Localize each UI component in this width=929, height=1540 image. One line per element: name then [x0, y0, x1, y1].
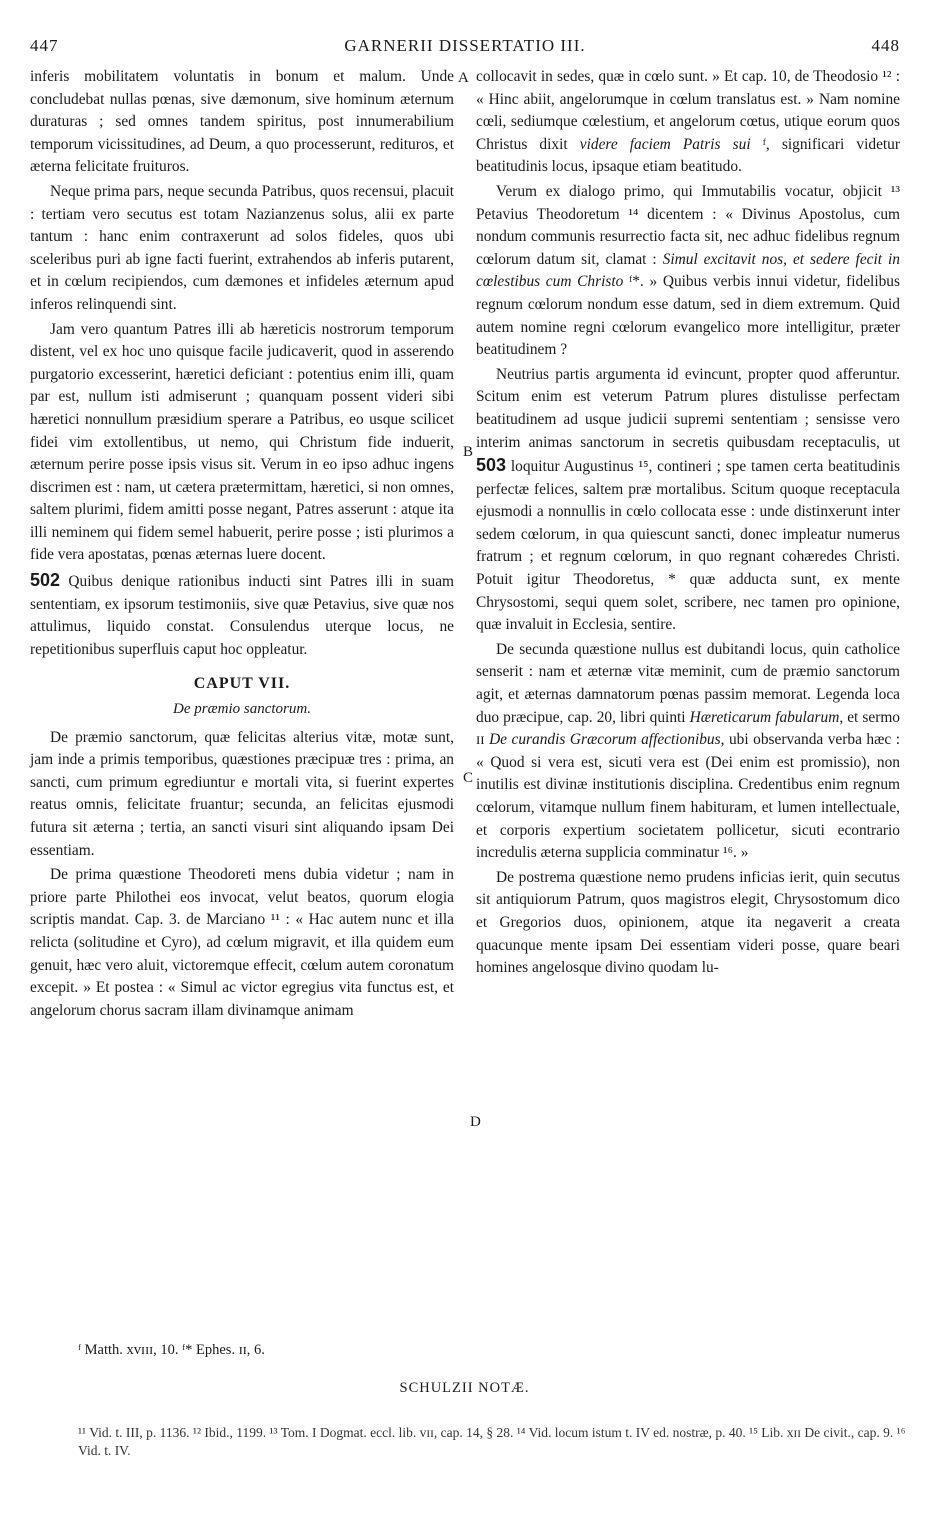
paragraph-text: collocavit in sedes, quæ in cœlo sunt. » Et cap. 10, de Theodosio ¹² : « Hinc abiit, angelorumque in cœlum translatus est. » Nam nomine cœli, sediumque cœlestium, et angelorum cœtus, utique eorum quos Christus dixit	[476, 68, 900, 153]
margin-letter-c: C	[463, 770, 474, 786]
paragraph: inferis mobilitatem voluntatis in bonum et malum. Unde concludebat nullas pœnas, sive dæmonum, sive hominum æternum duraturas ; sed omnes tandem spiritus, post innumerabilium temporum vicissitudines, ad Deum, a quo processerunt, redituros, et æterna felicitate fruituros.	[30, 68, 454, 176]
paragraph: De postrema quæstione nemo prudens inficias ierit, quin secutus sit antiquiorum Patrum, quos magistros elegit, Chrysostomum dico et Gregorios duos, opinionem, atque ita negaverit a creata quacunque mente ipsam Dei essentiam videri posse, quare beari homines angelosque divino quodam lu-	[476, 868, 900, 977]
paragraph	[476, 639, 900, 865]
paragraph-text: ᶠ, significari videtur beatitudinis locus, ipsaque etiam beatitudo.	[476, 135, 900, 176]
footnote-references: ᶠ Matth. xvɪɪɪ, 10. ᶠ* Ephes. ɪɪ, 6.	[78, 1342, 265, 1358]
right-column	[476, 66, 900, 980]
paragraph: Jam vero quantum Patres illi ab hæreticis nostrorum temporum distent, vel ex hoc uno quisque facile judicaverit, quod in asserendo purgatorio excesserint, hæretici deficiant : potentius enim illi, quam par est, nullum isti admiserunt ; quanquam possent videri sibi hæretici nonnullum præsidium sperare a Patribus, eo usque scilicet fidei vim extollentibus, ut nemo, qui Christum fide induerit, æternum perire posse ipsis visus sit. Verum in eo ipso adhuc ingens discrimen est : nam, ut cætera prætermittam, hæretici, si non omnes, saltem plurimi, fidem amitti posse negant, Patres asserunt : atque ita illi neminem qui fidem semel habuerit, perire posse ; isti plurimos a fide vera apostatas, pœnas æternas luere docent.	[30, 320, 454, 564]
paragraph-text: , ubi observanda verba hæc : « Quod si vera est, sicuti vera est (Dei enim est promissio), non inutilis est divinæ institutionis disciplina. Credentibus enim regnum cœlorum, vitamque nullum finem habituram, et lumen intellectuale, et corporis expertium societatem pollicetur, sicuti econtrario incredulis æterna supplicia comminatur ¹⁶. »	[476, 731, 900, 862]
paragraph-text: De secunda quæstione nullus est dubitandi locus, quin catholice senserit : nam et æternæ vitæ meminit, cum de præmio sanctorum agit, et æternas damnatorum pœnas passim memorat. Legenda loca duo præcipue, cap. 20, libri quinti	[476, 640, 900, 726]
paragraph-text: , et sermo ɪɪ	[476, 708, 900, 749]
column-marker: 503	[476, 455, 507, 476]
paragraph-text: Neutrius partis argumenta id evincunt, propter quod afferuntur. Scitum enim est veterum Patrum plures distulisse perfectam beatitudinem ad usque judicii supremi sententiam ; sensisse vero interim animas sanctorum in secretis quibusdam receptaculis, ut	[476, 365, 900, 451]
italic-text: De curandis Græcorum affectionibus	[489, 731, 721, 749]
page-number-left: 447	[30, 36, 59, 55]
paragraph: De præmio sanctorum, quæ felicitas alterius vitæ, motæ sunt, jam inde a primis temporibus, quæstiones præcipuæ tres : prima, an sancti, cum primum egrediuntur e mortali vita, si fuerint expertes reatus omnis, felicitate fruantur; secunda, an felicitas ejusmodi futura sit æterna ; tertia, an sancti visuri sint aliquando ipsam Dei essentiam.	[30, 728, 454, 859]
notes-title: SCHULZII NOTÆ.	[399, 1380, 530, 1396]
margin-letter-b: B	[463, 444, 474, 460]
chapter-subheading: De præmio sanctorum.	[173, 701, 311, 718]
paragraph-text: Quibus denique rationibus inducti sint Patres illi in suam sententiam, ex ipsorum testimoniis, sive quæ Petavius, sive quæ nos attulimus, liquido constat. Consulendus uterque locus, ne repetitionibus superfluis caput hoc oppleatur.	[30, 573, 454, 658]
paragraph-text: ᶠ*. » Quibus verbis innui videtur, fidelibus regnum cœlorum nondum esse datum, sed in diem extremum. Quid autem nomine regni cœlorum evangelico more intelligitur, præter beatitudinem ?	[476, 273, 900, 359]
paragraph	[476, 181, 900, 362]
paragraph-text: Verum ex dialogo primo, qui Immutabilis vocatur, objicit ¹³ Petavius Theodoretum ¹⁴ dicentem : « Divinus Apostolus, cum nondum communis resurrectio facta sit, nec adhuc fidelibus regnum cœlorum datum sit, clamat :	[476, 182, 900, 268]
margin-letter-d: D	[470, 1114, 481, 1130]
paragraph	[476, 364, 900, 637]
column-marker: 502	[30, 570, 61, 591]
paragraph-text: loquitur Augustinus ¹⁵, contineri ; spe tamen certa beatitudinis perfectæ felices, saltem præ mortalibus. Scitum quoque receptacula ejusmodi a nonnullis in cœlo collocata esse : unde distinxerunt inter sedem cœlorum, in qua quiescunt sancti, donec impleatur numerus fratrum ; et regnum cœlorum, in quo regnant cohæredes Christi. Potuit igitur Theodoretus, * quæ adducta sunt, ex mente Chrysostomi, sequi quem solet, scribere, nec tamen pro opinione, quæ invaluit in Ecclesia, sentire.	[476, 458, 900, 634]
left-column	[30, 66, 454, 1022]
italic-text: Hæreticarum fabularum	[689, 708, 840, 726]
paragraph: De prima quæstione Theodoreti mens dubia videtur ; nam in priore parte Philothei eos invocat, velut beatos, quorum elogia scriptis mandat. Cap. 3. de Marciano ¹¹ : « Hac autem nunc et illa relicta (solitudine et Cyro), ad cœlum migravit, et illa quidem eum genuit, hæc vero aluit, victoremque effecit, cœlum autem coronatum excepit. » Et postea : « Simul ac victor egregius vita functus est, et angelorum chorus sacram illam divinamque animam	[30, 866, 454, 1019]
margin-letter-a: A	[458, 70, 469, 86]
page-number-right: 448	[871, 36, 900, 55]
chapter-heading: CAPUT VII.	[193, 675, 291, 693]
page-title: GARNERII DISSERTATIO III.	[344, 36, 586, 55]
paragraph: Neque prima pars, neque secunda Patribus, quos recensui, placuit : tertiam vero secutus est totam Nazianzenus solus, alii ex parte tantum : hanc enim contraxerunt ad solos fideles, quos ubi sceleribus puri ab igne facti fuerint, extrahendos ab inferis putarent, et in cœlum recipiendos, cum dæmones et infideles æternum apud inferos relinquendi sint.	[30, 182, 454, 313]
paragraph	[30, 569, 454, 661]
running-head	[30, 36, 900, 66]
paragraph	[476, 66, 900, 179]
editor-notes: ¹¹ Vid. t. III, p. 1136. ¹² Ibid., 1199. ¹³ Tom. I Dogmat. eccl. lib. vɪɪ, cap. 14, § 28. ¹⁴ Vid. locum istum t. IV ed. nostræ, p. 40. ¹⁵ Lib. xɪɪ De civit., cap. 9. ¹⁶ Vid. t. IV.	[78, 1425, 906, 1458]
italic-text: videre faciem Patris sui	[579, 135, 751, 153]
italic-text: Simul excitavit nos, et sedere fecit in cœlestibus cum Christo	[476, 250, 900, 291]
